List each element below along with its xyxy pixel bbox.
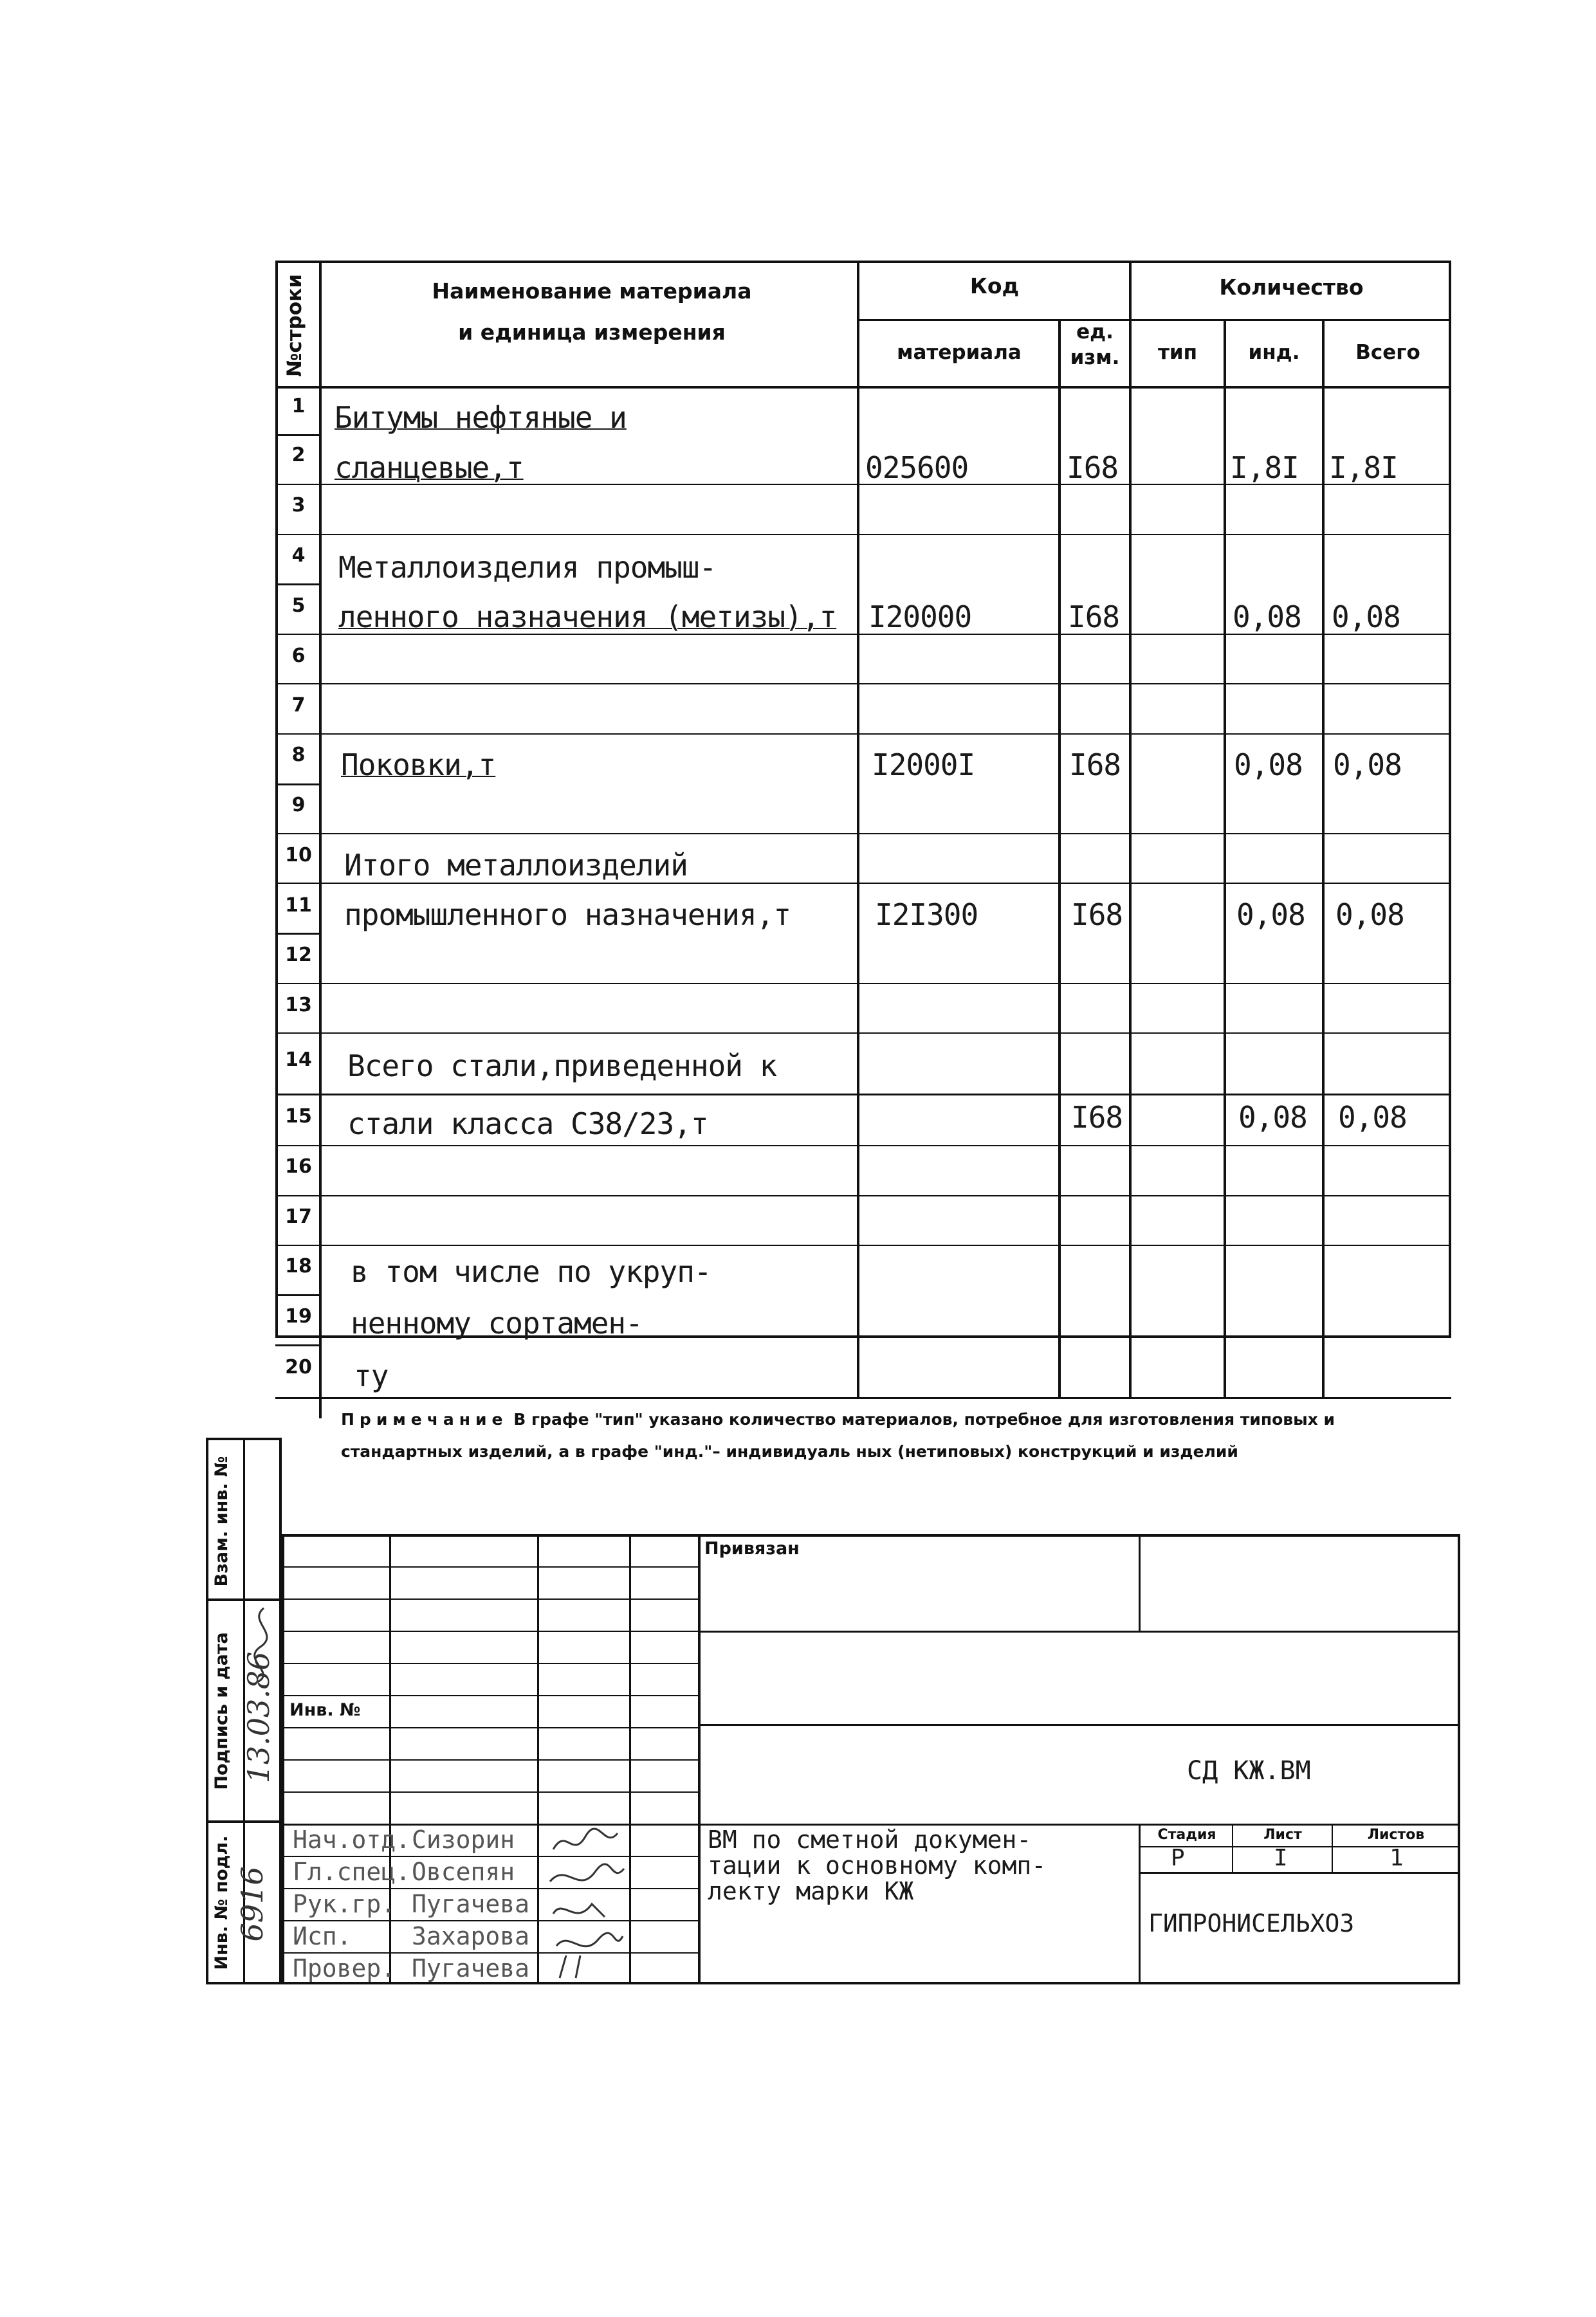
item-unit: I68 — [1067, 450, 1119, 485]
header-divider — [275, 386, 1451, 389]
item-total: 0,08 — [1338, 1100, 1407, 1135]
item-unit: I68 — [1069, 747, 1121, 782]
item-unit: I68 — [1071, 897, 1123, 932]
staff-name: Сизорин — [412, 1826, 515, 1854]
item-name-line1: Всего стали,приведенной к — [347, 1049, 777, 1083]
item-code: 025600 — [865, 450, 969, 485]
item-name-line1: Итого металлоизделий — [344, 848, 688, 883]
side-label-inventory: Инв. № подл. — [212, 1835, 232, 1970]
row-number: 8 — [291, 744, 306, 766]
header-name-line1: Наименование материала — [432, 279, 752, 304]
item-code: I2000I — [872, 747, 975, 782]
item-total: 0,08 — [1332, 600, 1400, 634]
header-row-number: №строки — [283, 274, 306, 377]
item-total: I,8I — [1329, 450, 1398, 485]
sheets-value: 1 — [1390, 1845, 1404, 1871]
row-number: 11 — [285, 894, 312, 917]
col-divider — [1058, 320, 1061, 1399]
col-divider — [1224, 320, 1226, 1399]
staff-name: Захарова — [412, 1922, 530, 1950]
col-divider — [857, 261, 859, 1399]
item-code: I2I300 — [875, 897, 978, 932]
header-material: материала — [897, 341, 1022, 364]
header-quantity: Количество — [1219, 275, 1364, 300]
note-lead: Примечание — [341, 1410, 508, 1429]
row-number: 17 — [285, 1205, 312, 1228]
row-number: 7 — [291, 694, 306, 717]
row-number: 4 — [291, 544, 306, 567]
item-code: I20000 — [868, 600, 972, 634]
item-unit: I68 — [1068, 600, 1120, 634]
note-text: В графе "тип" указано количество материалов, потребное для изготовления типовых и стандартных изделий, а в графе "инд."– индивидуаль ных (нетиповых) конструкций и изделий — [341, 1410, 1335, 1461]
staff-role: Исп. — [293, 1922, 352, 1950]
side-label-replacement: Взам. инв. № — [212, 1456, 232, 1587]
item-name-line2: Поковки,т — [341, 747, 496, 782]
row-number: 16 — [285, 1155, 312, 1178]
note — [341, 1404, 1435, 1468]
item-name-line2: промышленного назначения,т — [344, 897, 791, 932]
item-ind: I,8I — [1230, 450, 1299, 485]
row-number: 9 — [291, 794, 306, 816]
row-number: 14 — [285, 1049, 312, 1071]
staff-role: Гл.спец. — [293, 1858, 411, 1886]
row-number: 20 — [285, 1356, 312, 1378]
sheet-value: I — [1274, 1845, 1288, 1871]
item-name-line1: в том числе по укруп- — [351, 1254, 711, 1289]
row-number: 18 — [285, 1255, 312, 1278]
header-total: Всего — [1355, 341, 1420, 364]
header-code: Код — [969, 273, 1020, 298]
signatures — [540, 1824, 630, 1984]
header-unit-line1: ед. — [1076, 320, 1114, 343]
row-number: 3 — [291, 494, 306, 517]
side-date: 13.03.86 — [241, 1651, 276, 1784]
col-divider — [1322, 320, 1325, 1399]
item-name-line1: Битумы нефтяные и — [335, 400, 627, 435]
staff-name: Пугачева — [412, 1954, 530, 1983]
staff-role: Провер. — [293, 1954, 396, 1983]
item-ind: 0,08 — [1234, 747, 1303, 782]
header-type: тип — [1157, 341, 1198, 364]
sheets-label: Листов — [1367, 1827, 1425, 1843]
header-ind: инд. — [1248, 341, 1300, 364]
col-divider — [1129, 261, 1132, 1399]
item-name-line2: сланцевые,т — [335, 450, 524, 485]
staff-role: Нач.отд. — [293, 1826, 411, 1854]
header-unit-line2: изм. — [1070, 346, 1120, 369]
organization: ГИПРОНИСЕЛЬХОЗ — [1148, 1909, 1355, 1937]
staff-name: Пугачева — [412, 1890, 530, 1918]
staff-name: Овсепян — [412, 1858, 515, 1886]
item-name-line1: Металлоизделия промыш- — [338, 550, 717, 585]
row-number: 13 — [285, 994, 312, 1016]
item-name-line2: ненному сортамен- — [351, 1306, 643, 1341]
side-signature — [244, 1602, 283, 1685]
doc-code: СД КЖ.ВМ — [1187, 1756, 1311, 1786]
inv-no-label: Инв. № — [289, 1700, 361, 1720]
row-number: 5 — [291, 594, 306, 617]
row-number: 10 — [285, 844, 312, 866]
item-total: 0,08 — [1333, 747, 1402, 782]
staff-role: Рук.гр. — [293, 1890, 396, 1918]
doc-title-line3: лекту марки КЖ — [708, 1877, 914, 1905]
item-name-line2: стали класса С38/23,т — [347, 1106, 708, 1141]
stage-label: Стадия — [1157, 1827, 1216, 1843]
row-number: 15 — [285, 1105, 312, 1128]
item-ind: 0,08 — [1236, 897, 1305, 932]
header-name-line2: и единица измерения — [458, 320, 726, 345]
side-label-signature: Подпись и дата — [212, 1632, 232, 1790]
header-divider — [857, 319, 1451, 321]
privyazan-label: Привязан — [704, 1539, 800, 1559]
row-number: 6 — [291, 645, 306, 667]
row-number: 2 — [291, 444, 306, 466]
side-inventory-number: 6916 — [235, 1866, 270, 1942]
item-name-line2: ленного назначения (метизы),т — [338, 600, 837, 634]
row-number: 12 — [285, 944, 312, 966]
sheet-label: Лист — [1263, 1827, 1302, 1843]
item-unit: I68 — [1071, 1100, 1123, 1135]
row-number: 1 — [291, 395, 306, 417]
stage-value: Р — [1171, 1845, 1185, 1871]
row-number: 19 — [285, 1305, 312, 1328]
item-total: 0,08 — [1335, 897, 1404, 932]
item-ind: 0,08 — [1233, 600, 1301, 634]
doc-title-line1: ВМ по сметной докумен- — [708, 1826, 1032, 1854]
doc-title-line2: тации к основному комп- — [708, 1851, 1047, 1880]
item-name-line3: ту — [354, 1359, 389, 1393]
item-ind: 0,08 — [1238, 1100, 1307, 1135]
